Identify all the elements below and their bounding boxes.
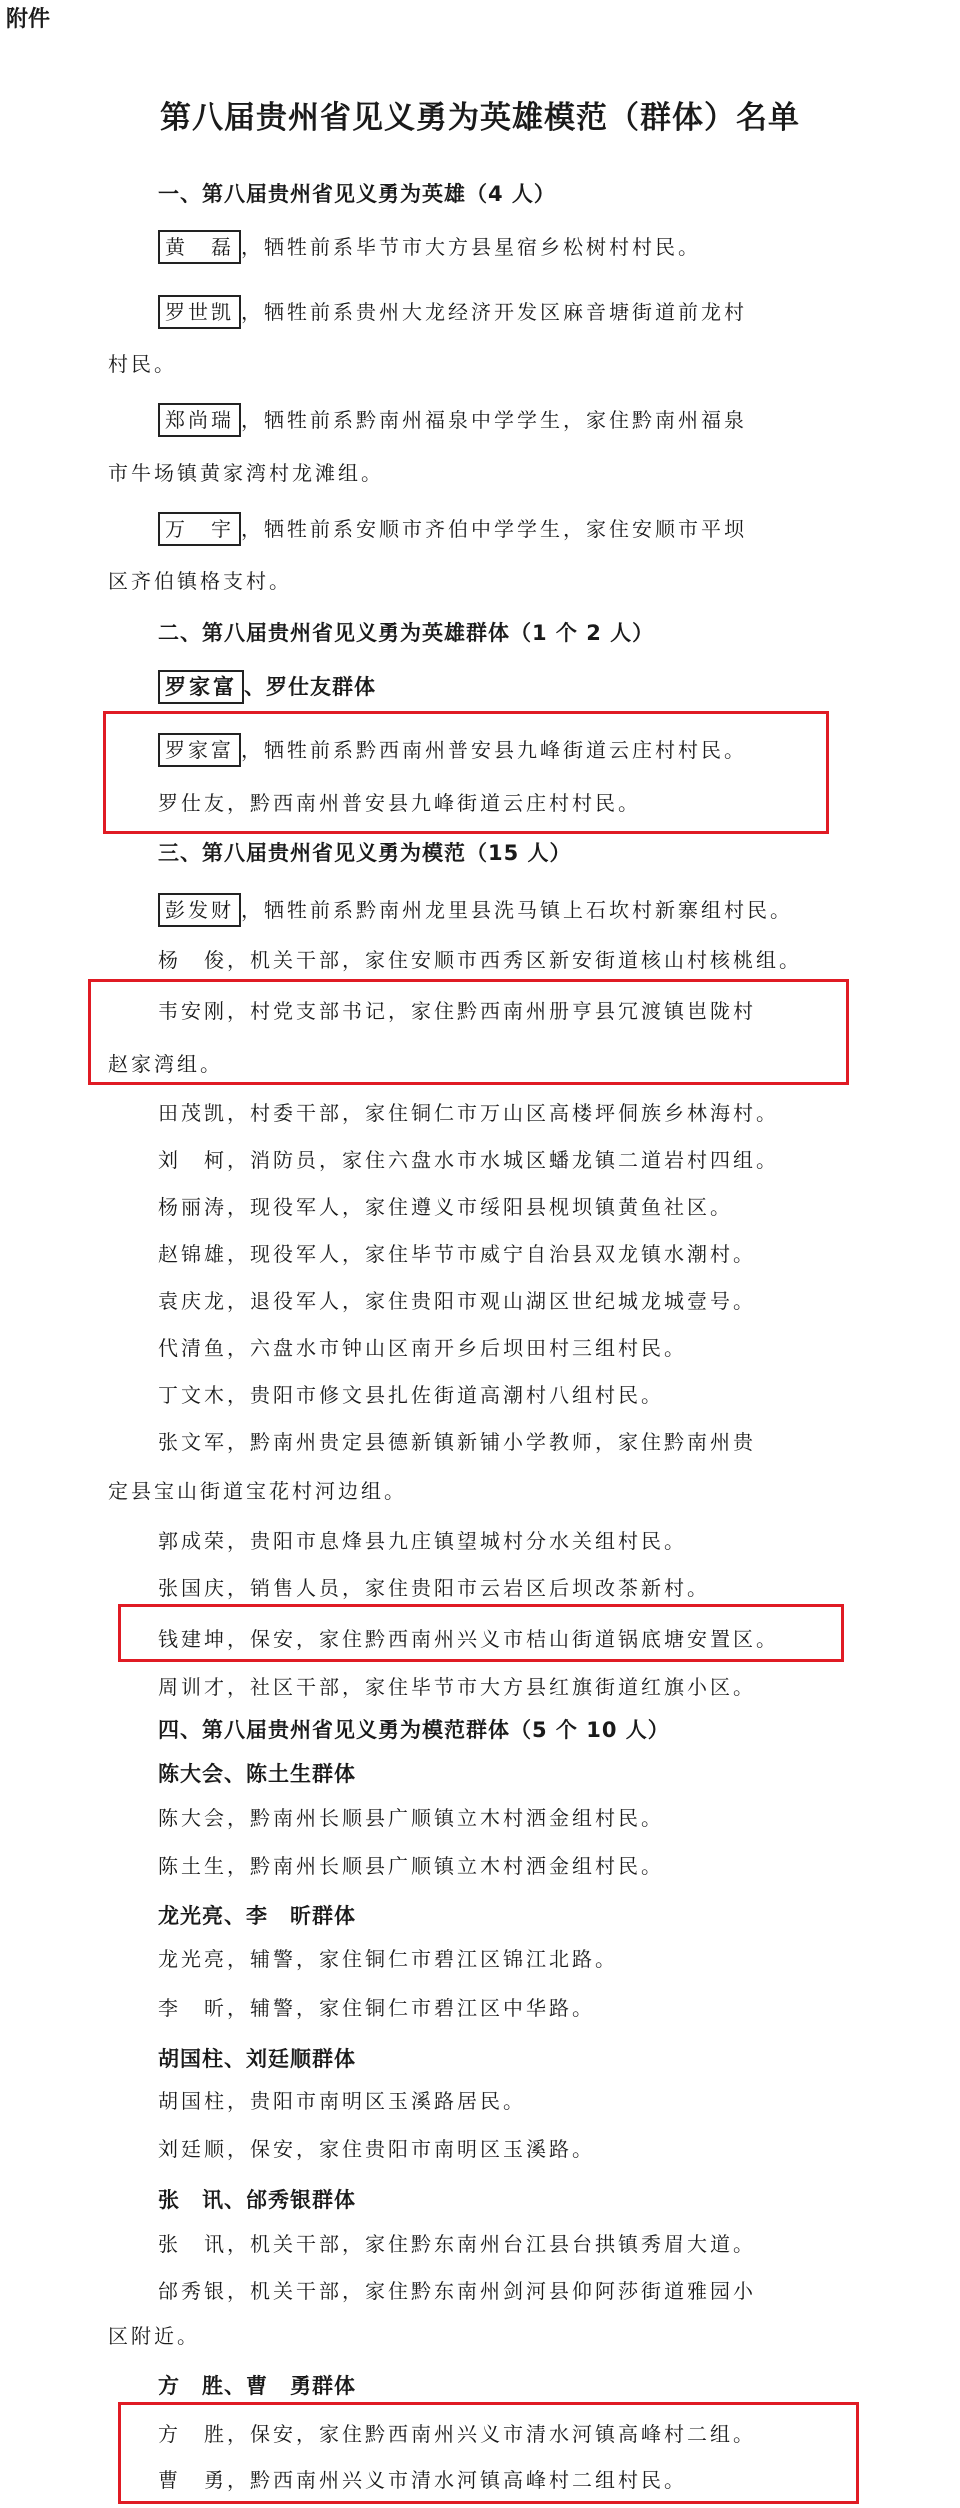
- group-title: 张 讯、邰秀银群体: [158, 2188, 356, 2212]
- model-entry: 丁文木，贵阳市修文县扎佐街道高潮村八组村民。: [158, 1383, 664, 1407]
- hero-entry: 罗世凯 ，牺牲前系贵州大龙经济开发区麻音塘街道前龙村: [158, 295, 918, 329]
- section-heading-4: 四、第八届贵州省见义勇为模范群体（5 个 10 人）: [158, 1718, 670, 1742]
- group-member-entry: 罗家富 ，牺牲前系黔西南州普安县九峰街道云庄村村民。: [158, 733, 918, 767]
- name-box: 罗家富: [158, 670, 244, 704]
- group-member-entry: 曹 勇，黔西南州兴义市清水河镇高峰村二组村民。: [158, 2468, 687, 2492]
- name-box: 彭发财: [158, 893, 241, 927]
- page-title: 第八届贵州省见义勇为英雄模范（群体）名单: [160, 100, 800, 136]
- model-entry: 赵锦雄，现役军人，家住毕节市威宁自治县双龙镇水潮村。: [158, 1242, 756, 1266]
- name-box: 万 宇: [158, 512, 241, 546]
- model-entry: 郭成荣，贵阳市息烽县九庄镇望城村分水关组村民。: [158, 1529, 687, 1553]
- group-member-entry: 方 胜，保安，家住黔西南州兴义市清水河镇高峰村二组。: [158, 2422, 756, 2446]
- section-heading-1: 一、第八届贵州省见义勇为英雄（4 人）: [158, 182, 556, 206]
- model-entry: 代清鱼，六盘水市钟山区南开乡后坝田村三组村民。: [158, 1336, 687, 1360]
- group-title: 罗家富 、罗仕友群体: [158, 670, 376, 704]
- group-member-entry: 陈大会，黔南州长顺县广顺镇立木村洒金组村民。: [158, 1806, 664, 1830]
- model-entry: 杨丽涛，现役军人，家住遵义市绥阳县枧坝镇黄鱼社区。: [158, 1195, 733, 1219]
- model-entry-cont: 赵家湾组。: [108, 1052, 223, 1076]
- hero-entry: 黄 磊 ，牺牲前系毕节市大方县星宿乡松树村村民。: [158, 230, 918, 264]
- hero-entry: 万 宇 ，牺牲前系安顺市齐伯中学学生，家住安顺市平坝: [158, 512, 918, 546]
- group-member-entry: 张 讯，机关干部，家住黔东南州台江县台拱镇秀眉大道。: [158, 2232, 756, 2256]
- model-entry: 韦安刚，村党支部书记，家住黔西南州册亨县冗渡镇岜陇村: [158, 999, 756, 1023]
- model-entry: 周训才，社区干部，家住毕节市大方县红旗街道红旗小区。: [158, 1675, 756, 1699]
- hero-entry-cont: 村民。: [108, 352, 177, 376]
- group-member-entry: 罗仕友，黔西南州普安县九峰街道云庄村村民。: [158, 791, 641, 815]
- group-member-entry: 陈土生，黔南州长顺县广顺镇立木村洒金组村民。: [158, 1854, 664, 1878]
- model-entry: 张文军，黔南州贵定县德新镇新铺小学教师，家住黔南州贵: [158, 1430, 756, 1454]
- group-member-entry: 胡国柱，贵阳市南明区玉溪路居民。: [158, 2089, 526, 2113]
- name-box: 罗家富: [158, 733, 241, 767]
- name-box: 罗世凯: [158, 295, 241, 329]
- model-entry: 张国庆，销售人员，家住贵阳市云岩区后坝改茶新村。: [158, 1576, 710, 1600]
- section-heading-2: 二、第八届贵州省见义勇为英雄群体（1 个 2 人）: [158, 621, 655, 645]
- hero-entry-cont: 区齐伯镇格支村。: [108, 569, 292, 593]
- hero-entry: 郑尚瑞 ，牺牲前系黔南州福泉中学学生，家住黔南州福泉: [158, 403, 918, 437]
- group-title: 胡国柱、刘廷顺群体: [158, 2047, 356, 2071]
- group-member-entry: 邰秀银，机关干部，家住黔东南州剑河县仰阿莎街道雅园小: [158, 2279, 756, 2303]
- group-member-entry-cont: 区附近。: [108, 2324, 200, 2348]
- section-heading-3: 三、第八届贵州省见义勇为模范（15 人）: [158, 841, 572, 865]
- group-member-entry: 龙光亮，辅警，家住铜仁市碧江区锦江北路。: [158, 1947, 618, 1971]
- group-title: 陈大会、陈土生群体: [158, 1762, 356, 1786]
- model-entry: 刘 柯，消防员，家住六盘水市水城区蟠龙镇二道岩村四组。: [158, 1148, 779, 1172]
- model-entry: 杨 俊，机关干部，家住安顺市西秀区新安街道核山村核桃组。: [158, 948, 802, 972]
- model-entry: 彭发财 ，牺牲前系黔南州龙里县洗马镇上石坎村新寨组村民。: [158, 893, 918, 927]
- model-entry: 袁庆龙，退役军人，家住贵阳市观山湖区世纪城龙城壹号。: [158, 1289, 756, 1313]
- name-box: 郑尚瑞: [158, 403, 241, 437]
- model-entry: 田茂凯，村委干部，家住铜仁市万山区高楼坪侗族乡林海村。: [158, 1101, 779, 1125]
- name-box: 黄 磊: [158, 230, 241, 264]
- model-entry: 钱建坤，保安，家住黔西南州兴义市桔山街道锅底塘安置区。: [158, 1627, 779, 1651]
- model-entry-cont: 定县宝山街道宝花村河边组。: [108, 1479, 407, 1503]
- group-title: 龙光亮、李 昕群体: [158, 1904, 356, 1928]
- hero-entry-cont: 市牛场镇黄家湾村龙滩组。: [108, 461, 384, 485]
- group-member-entry: 李 昕，辅警，家住铜仁市碧江区中华路。: [158, 1996, 595, 2020]
- group-title: 方 胜、曹 勇群体: [158, 2374, 356, 2398]
- attachment-tag: 附件: [6, 7, 51, 32]
- group-member-entry: 刘廷顺，保安，家住贵阳市南明区玉溪路。: [158, 2137, 595, 2161]
